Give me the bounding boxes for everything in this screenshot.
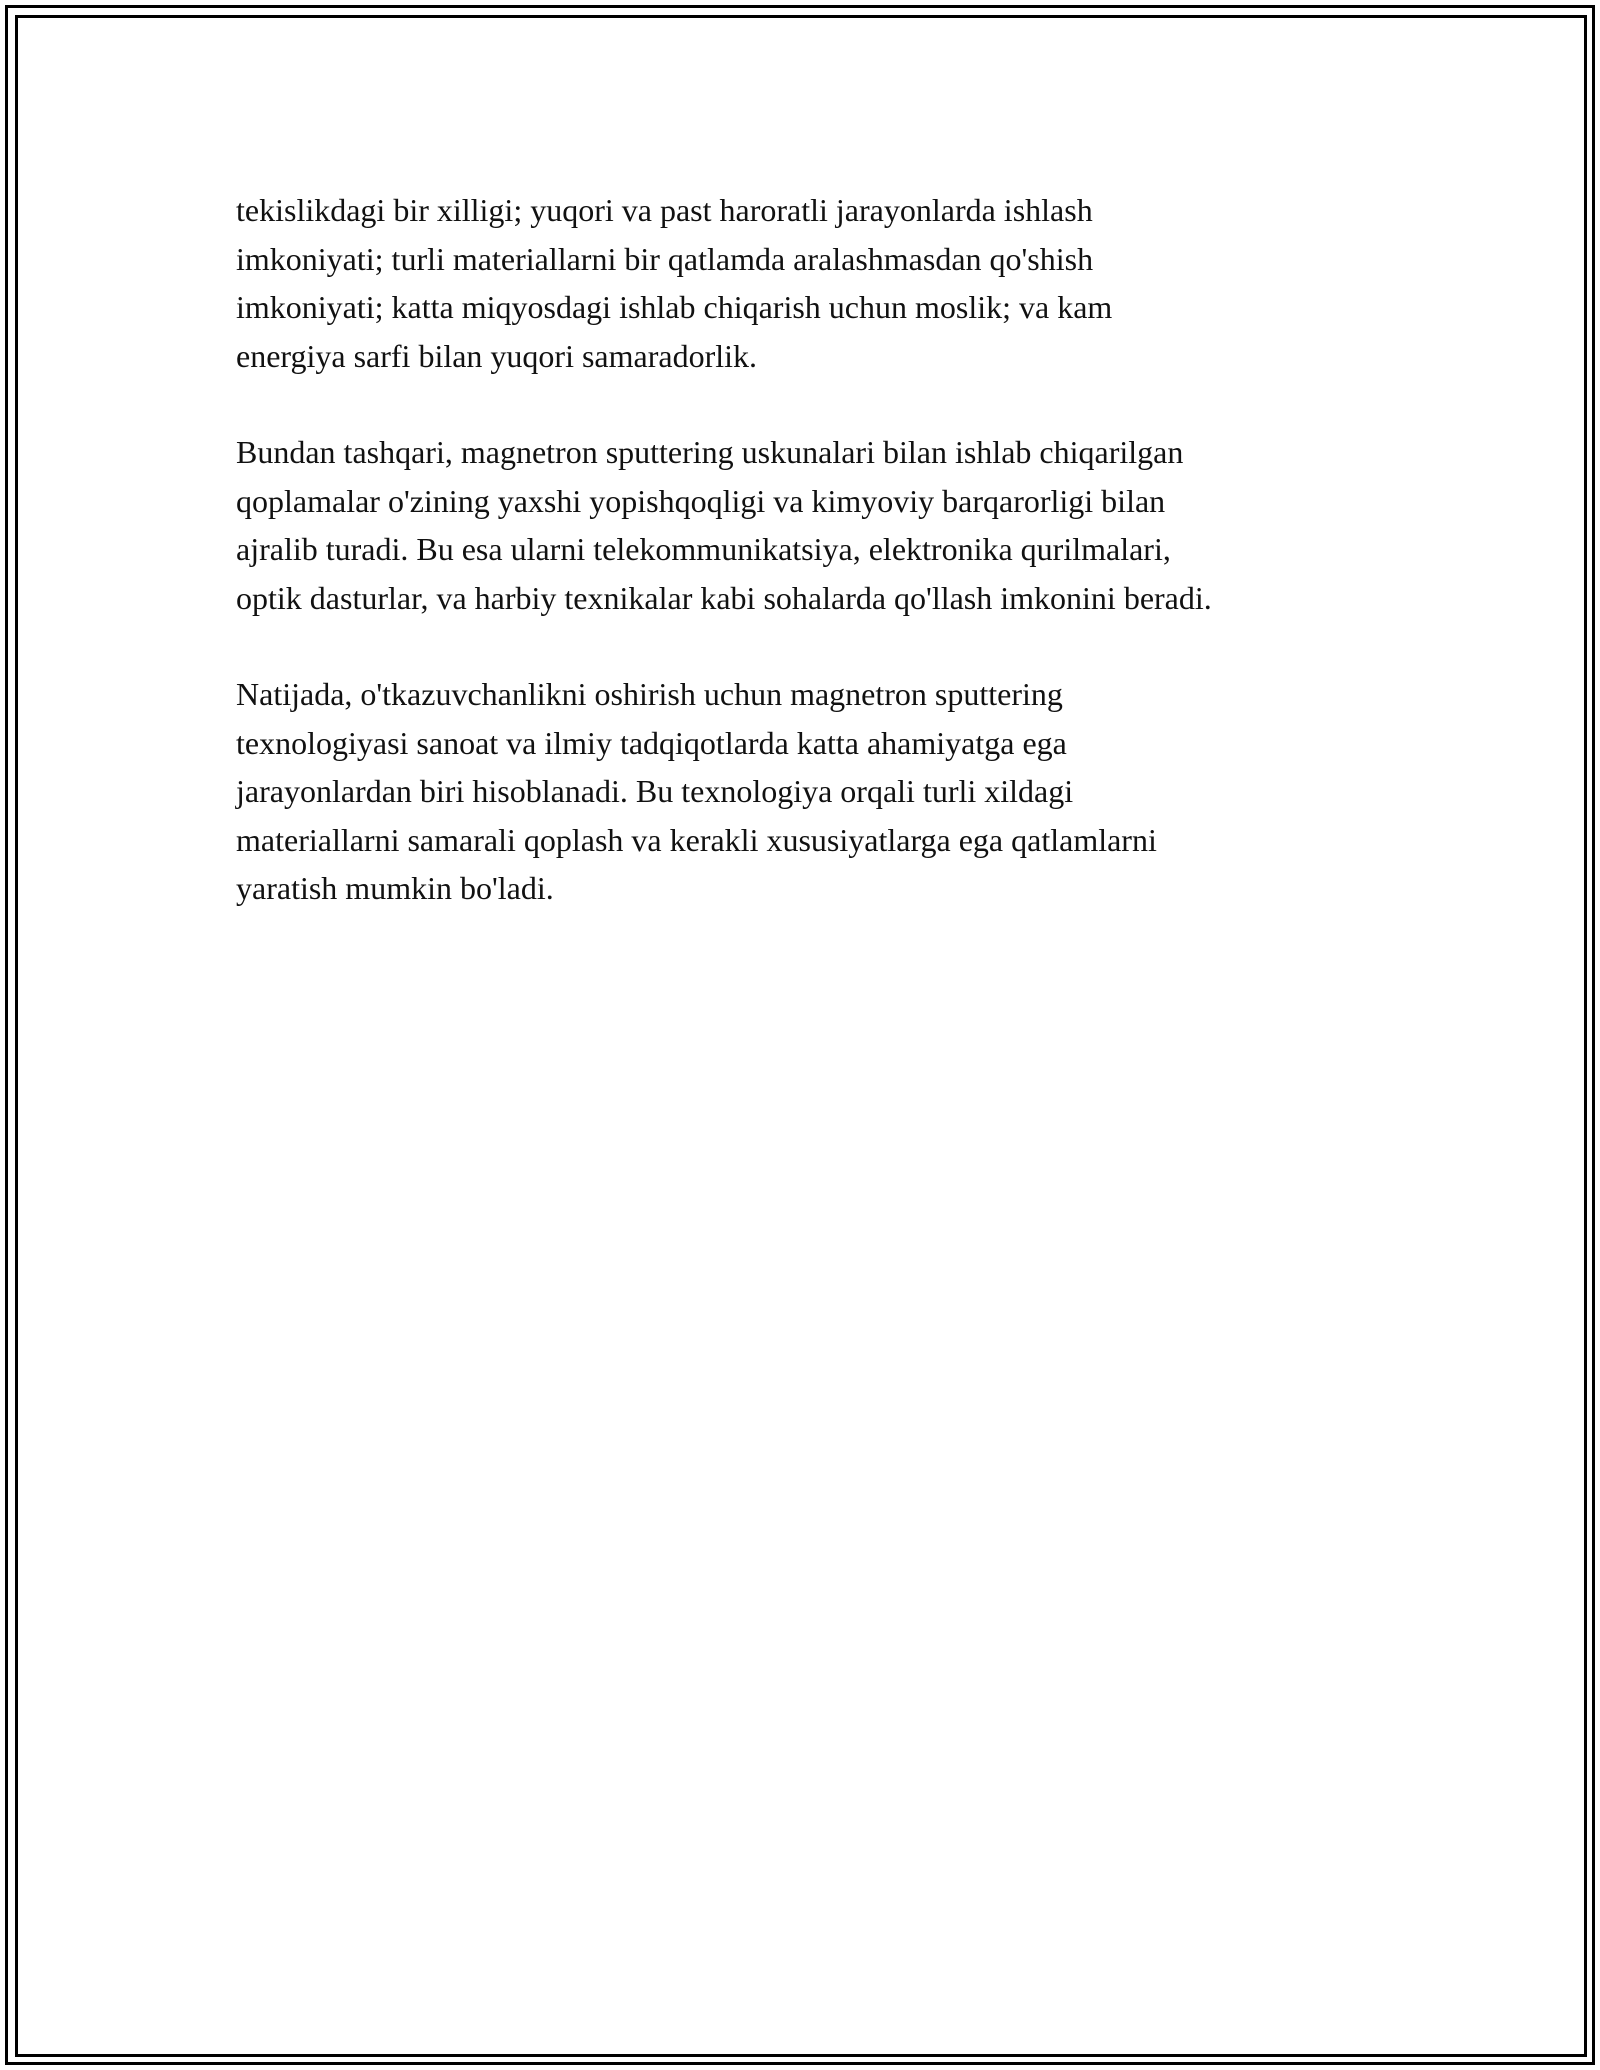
text-line: Natijada, o'tkazuvchanlikni oshirish uchun magnetron sputtering: [236, 676, 1063, 712]
text-line: yaratish mumkin bo'ladi.: [236, 870, 554, 906]
text-line: qoplamalar o'zining yaxshi yopishqoqligi va kimyoviy barqarorligi bilan: [236, 482, 1166, 519]
text-line: ajralib turadi. Bu esa ularni telekommunikatsiya, elektronika qurilmalari,: [236, 531, 1171, 567]
text-line: tekislikdagi bir xilligi; yuqori va past haroratli jarayonlarda ishlash: [236, 192, 1093, 228]
text-line: energiya sarfi bilan yuqori samaradorlik.: [236, 337, 758, 374]
text-line: jarayonlardan biri hisoblanadi. Bu texnologiya orqali turli xildagi: [236, 773, 1074, 809]
paragraph-1: [236, 186, 1396, 380]
text-line: optik dasturlar, va harbiy texnikalar kabi sohalarda qo'llash imkonini beradi.: [236, 579, 1212, 616]
text-line: imkoniyati; turli materiallarni bir qatlamda aralashmasdan qo'shish: [236, 240, 1094, 277]
paragraph-3: [236, 670, 1396, 913]
text-line: materiallarni samarali qoplash va kerakli xususiyatlarga ega qatlamlarni: [236, 821, 1157, 858]
text-line: texnologiyasi sanoat va ilmiy tadqiqotlarda katta ahamiyatga ega: [236, 724, 1067, 761]
text-line: Bundan tashqari, magnetron sputtering uskunalari bilan ishlab chiqarilgan: [236, 434, 1184, 470]
document-body: [236, 186, 1396, 961]
text-line: imkoniyati; katta miqyosdagi ishlab chiqarish uchun moslik; va kam: [236, 289, 1113, 325]
paragraph-2: [236, 428, 1396, 622]
